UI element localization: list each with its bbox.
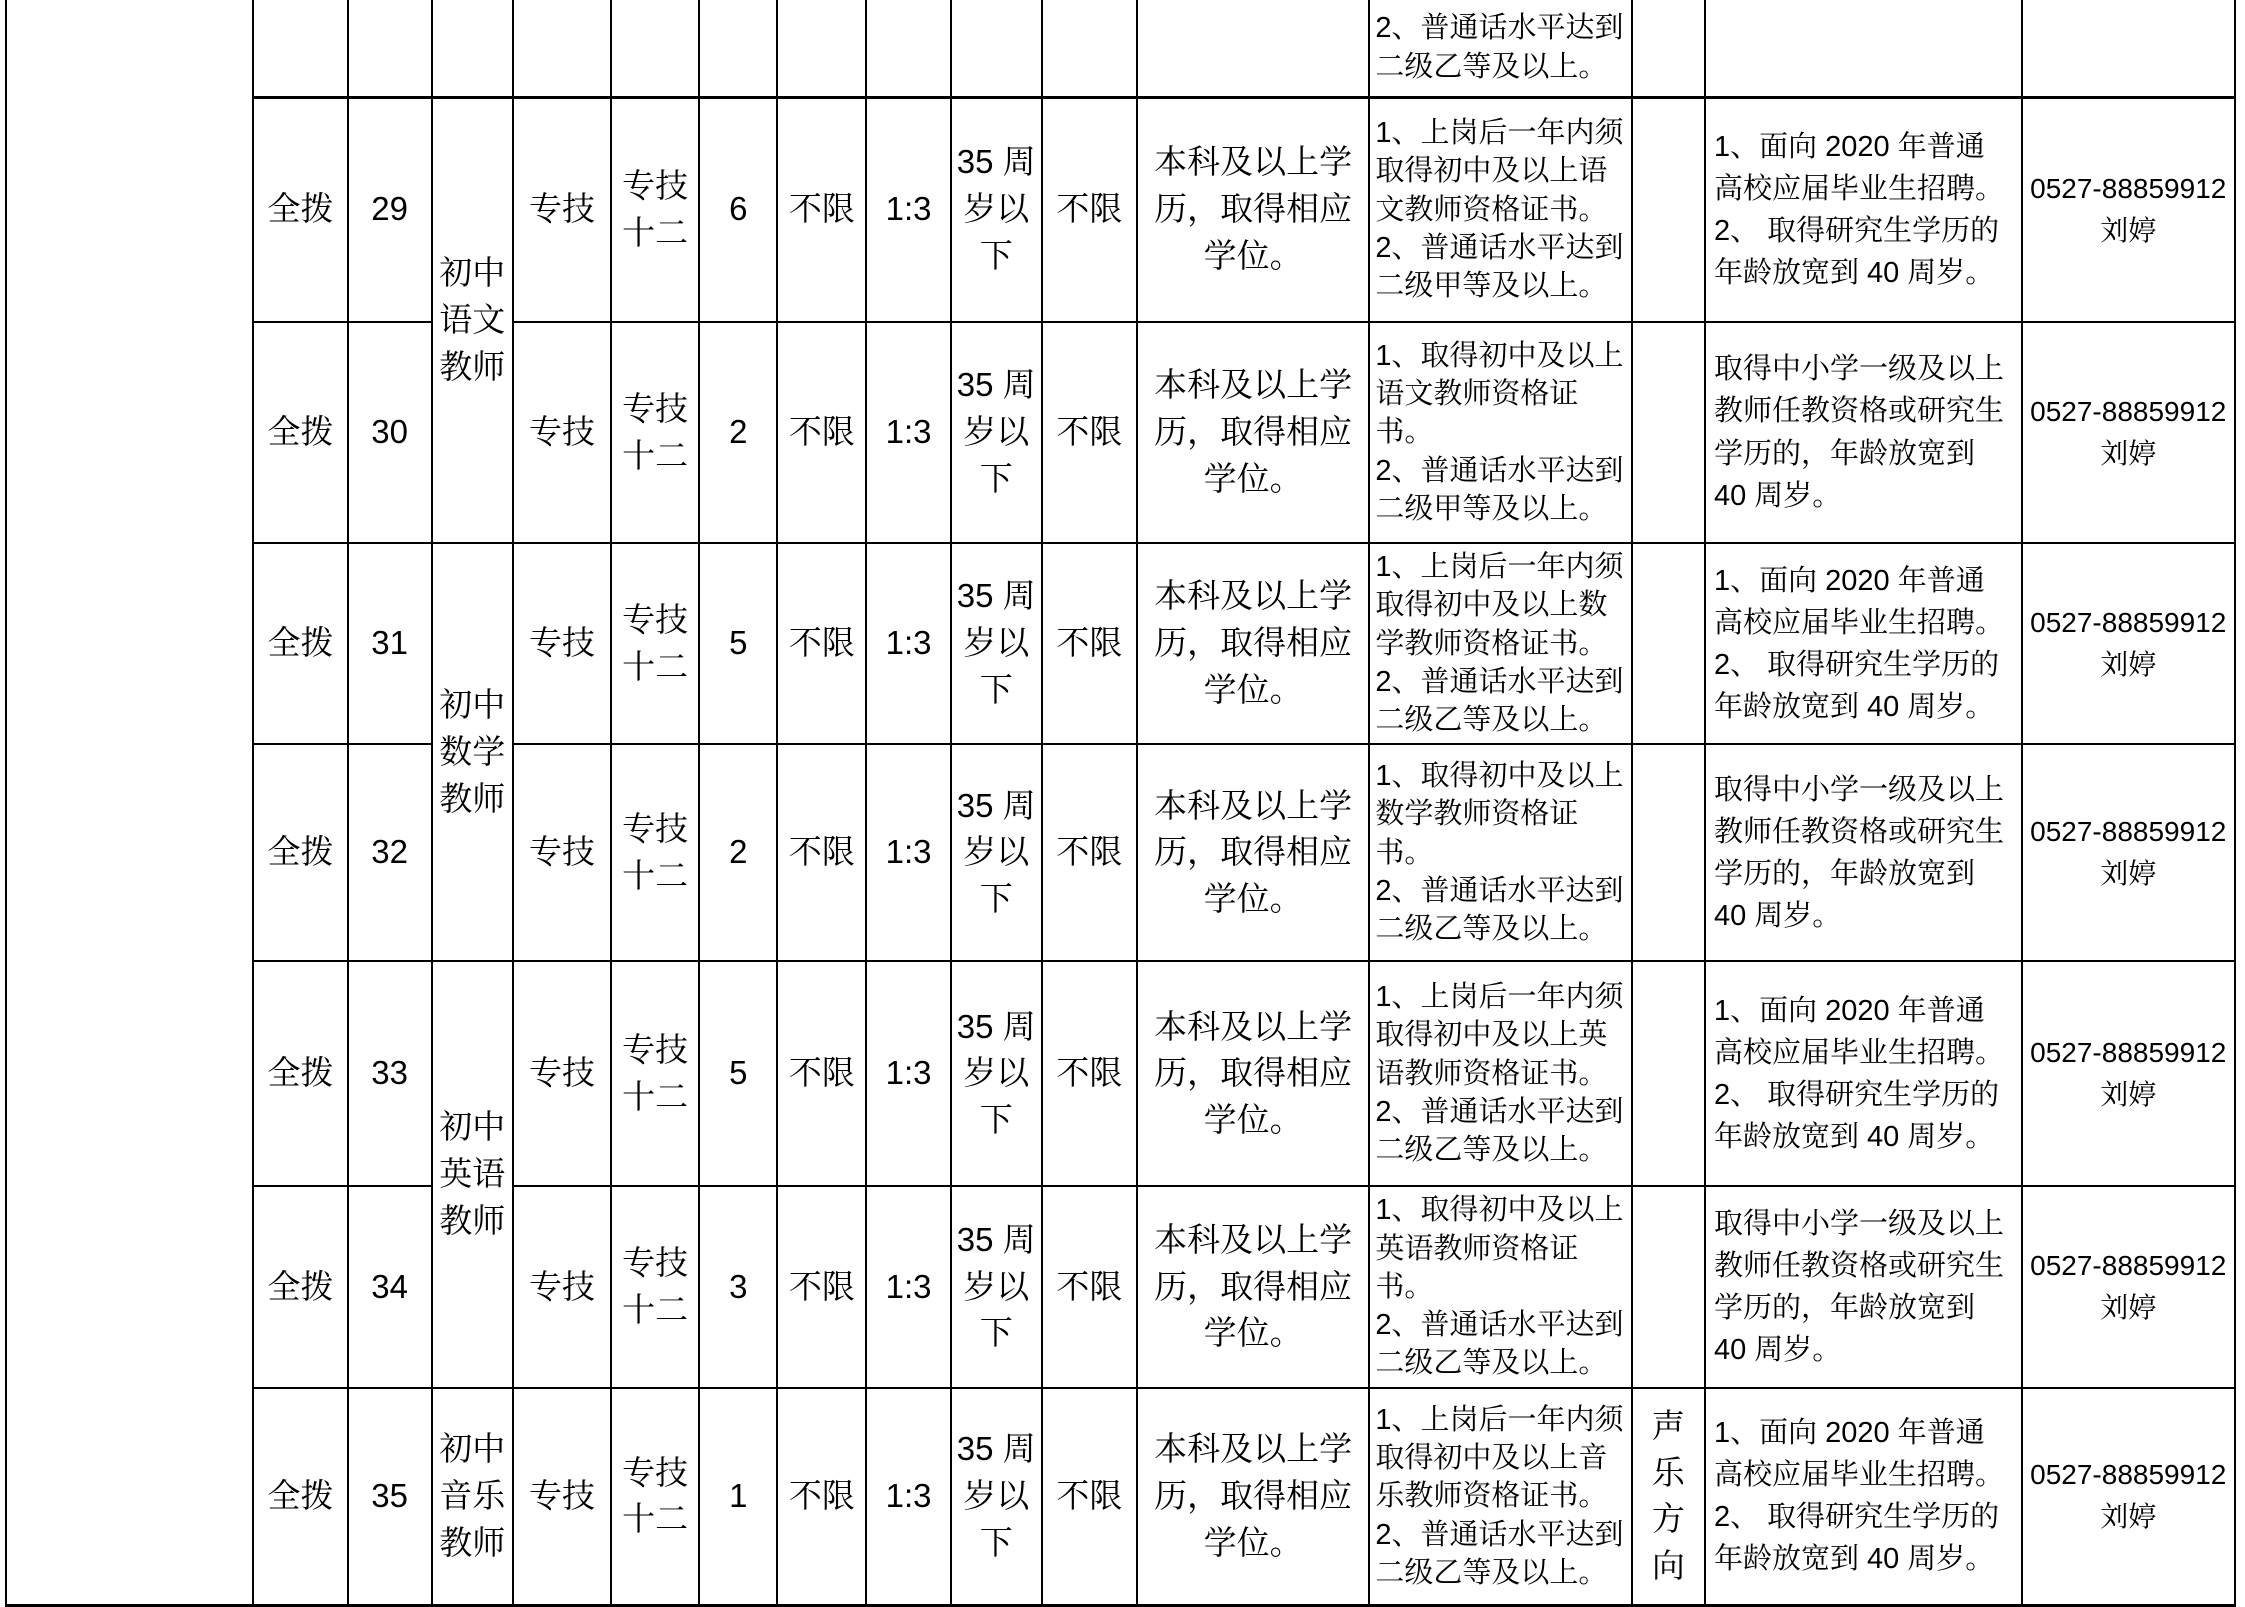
cell-household-31: 不限 <box>1042 543 1137 744</box>
cell-qualification-30 <box>1369 322 1631 543</box>
cell-notes-carryover <box>1705 0 2022 97</box>
cell-contact-32 <box>2022 744 2236 961</box>
cell-major-32: 不限 <box>777 744 866 961</box>
cell-rank-carryover <box>513 0 611 97</box>
cell-qualification-33 <box>1369 961 1631 1186</box>
cell-no-32: 32 <box>348 744 432 961</box>
cell-funding-carryover <box>253 0 347 97</box>
cell-notes-32 <box>1705 744 2022 961</box>
notes-item: 取得中小学一级及以上教师任教资格或研究生学历的，年龄放宽到 40 周岁。 <box>1713 1207 2004 1367</box>
cell-direction-29 <box>1632 97 1705 322</box>
qualification-item: 1、上岗后一年内须取得初中及以上英语教师资格证书。 <box>1375 981 1624 1090</box>
notes-item: 2、 取得研究生学历的年龄放宽到 40 周岁。 <box>1713 214 2000 289</box>
cell-education-33: 本科及以上学历，取得相应学位。 <box>1137 961 1369 1186</box>
cell-rank-35: 专技 <box>513 1388 611 1606</box>
cell-position-35: 初中音乐教师 <box>432 1388 513 1606</box>
table-row-31 <box>6 543 2235 744</box>
cell-ratio-34: 1:3 <box>866 1186 950 1387</box>
cell-qualification-31 <box>1369 543 1631 744</box>
cell-no-33: 33 <box>348 961 432 1186</box>
cell-education-34: 本科及以上学历，取得相应学位。 <box>1137 1186 1369 1387</box>
qualification-item: 1、取得初中及以上英语教师资格证书。 <box>1375 1194 1624 1303</box>
cell-age-30: 35 周岁以下 <box>951 322 1042 543</box>
cell-funding-31: 全拨 <box>253 543 347 744</box>
cell-education-31: 本科及以上学历，取得相应学位。 <box>1137 543 1369 744</box>
cell-notes-33 <box>1705 961 2022 1186</box>
contact-phone: 0527-88859912 <box>2030 395 2227 427</box>
cell-direction-30 <box>1632 322 1705 543</box>
cell-age-29: 35 周岁以下 <box>951 97 1042 322</box>
cell-position-33-34: 初中英语教师 <box>432 961 513 1387</box>
cell-ratio-29: 1:3 <box>866 97 950 322</box>
cell-qualification-32 <box>1369 744 1631 961</box>
cell-age-33: 35 周岁以下 <box>951 961 1042 1186</box>
cell-direction-32 <box>1632 744 1705 961</box>
cell-level-35: 专技十二 <box>611 1388 699 1606</box>
notes-item: 1、面向 2020 年普通高校应届毕业生招聘。 <box>1713 564 2004 639</box>
cell-direction-31 <box>1632 543 1705 744</box>
cell-qualification-carryover <box>1369 0 1631 97</box>
cell-rank-34: 专技 <box>513 1186 611 1387</box>
qualification-text: 2、普通话水平达到二级乙等及以上。 <box>1375 12 1624 83</box>
cell-household-34: 不限 <box>1042 1186 1137 1387</box>
cell-level-32: 专技十二 <box>611 744 699 961</box>
cell-openings-30: 2 <box>699 322 777 543</box>
cell-level-30: 专技十二 <box>611 322 699 543</box>
cell-contact-30 <box>2022 322 2236 543</box>
cell-education-35: 本科及以上学历，取得相应学位。 <box>1137 1388 1369 1606</box>
contact-phone: 0527-88859912 <box>2030 606 2227 638</box>
cell-ratio-30: 1:3 <box>866 322 950 543</box>
cell-age-32: 35 周岁以下 <box>951 744 1042 961</box>
contact-phone: 0527-88859912 <box>2030 815 2227 847</box>
cell-contact-33 <box>2022 961 2236 1186</box>
table-row-32 <box>6 744 2235 961</box>
contact-phone: 0527-88859912 <box>2030 172 2227 204</box>
contact-name: 刘婷 <box>2100 1078 2157 1110</box>
qualification-item: 1、上岗后一年内须取得初中及以上数学教师资格证书。 <box>1375 551 1624 660</box>
cell-level-carryover <box>611 0 699 97</box>
cell-major-29: 不限 <box>777 97 866 322</box>
qualification-item: 2、普通话水平达到二级乙等及以上。 <box>1375 665 1624 737</box>
table-row-35 <box>6 1388 2235 1606</box>
cell-ratio-33: 1:3 <box>866 961 950 1186</box>
qualification-item: 1、取得初中及以上数学教师资格证书。 <box>1375 760 1624 869</box>
qualification-item: 1、上岗后一年内须取得初中及以上音乐教师资格证书。 <box>1375 1403 1624 1513</box>
cell-notes-35 <box>1705 1388 2022 1606</box>
cell-contact-35 <box>2022 1388 2236 1606</box>
cell-funding-33: 全拨 <box>253 961 347 1186</box>
contact-name: 刘婷 <box>2100 1291 2157 1323</box>
cell-household-33: 不限 <box>1042 961 1137 1186</box>
contact-name: 刘婷 <box>2100 648 2157 680</box>
cell-age-carryover <box>951 0 1042 97</box>
qualification-item: 1、取得初中及以上语文教师资格证书。 <box>1375 339 1624 449</box>
cell-major-33: 不限 <box>777 961 866 1186</box>
cell-rank-30: 专技 <box>513 322 611 543</box>
cell-rank-33: 专技 <box>513 961 611 1186</box>
cell-openings-32: 2 <box>699 744 777 961</box>
cell-funding-34: 全拨 <box>253 1186 347 1387</box>
cell-openings-29: 6 <box>699 97 777 322</box>
contact-phone: 0527-88859912 <box>2030 1036 2227 1068</box>
contact-name: 刘婷 <box>2100 437 2157 469</box>
cell-openings-33: 5 <box>699 961 777 1186</box>
cell-contact-carryover <box>2022 0 2236 97</box>
qualification-item: 2、普通话水平达到二级甲等及以上。 <box>1375 454 1624 525</box>
cell-major-30: 不限 <box>777 322 866 543</box>
cell-no-29: 29 <box>348 97 432 322</box>
cell-household-30: 不限 <box>1042 322 1137 543</box>
notes-item: 取得中小学一级及以上教师任教资格或研究生学历的，年龄放宽到 40 周岁。 <box>1713 773 2004 932</box>
cell-funding-29: 全拨 <box>253 97 347 322</box>
notes-item: 取得中小学一级及以上教师任教资格或研究生学历的，年龄放宽到 40 周岁。 <box>1713 353 2004 512</box>
table-row-30 <box>6 322 2235 543</box>
table-row-33 <box>6 961 2235 1186</box>
qualification-item: 1、上岗后一年内须取得初中及以上语文教师资格证书。 <box>1375 117 1624 226</box>
qualification-item: 2、普通话水平达到二级乙等及以上。 <box>1375 1518 1624 1589</box>
cell-ratio-carryover <box>866 0 950 97</box>
cell-rank-29: 专技 <box>513 97 611 322</box>
cell-qualification-29 <box>1369 97 1631 322</box>
cell-qualification-34 <box>1369 1186 1631 1387</box>
cell-household-32: 不限 <box>1042 744 1137 961</box>
cell-household-35: 不限 <box>1042 1388 1137 1606</box>
cell-household-carryover <box>1042 0 1137 97</box>
contact-name: 刘婷 <box>2100 1501 2157 1533</box>
cell-contact-31 <box>2022 543 2236 744</box>
notes-item: 2、 取得研究生学历的年龄放宽到 40 周岁。 <box>1713 648 2000 723</box>
cell-unit-column-empty <box>6 0 253 1606</box>
cell-no-31: 31 <box>348 543 432 744</box>
cell-education-carryover <box>1137 0 1369 97</box>
cell-major-34: 不限 <box>777 1186 866 1387</box>
notes-item: 2、 取得研究生学历的年龄放宽到 40 周岁。 <box>1713 1078 2000 1153</box>
cell-position-29-30: 初中语文教师 <box>432 97 513 543</box>
cell-notes-29 <box>1705 97 2022 322</box>
cell-qualification-35 <box>1369 1388 1631 1606</box>
qualification-item: 2、普通话水平达到二级乙等及以上。 <box>1375 874 1624 946</box>
cell-funding-30: 全拨 <box>253 322 347 543</box>
cell-level-29: 专技十二 <box>611 97 699 322</box>
cell-direction-35: 声乐方向 <box>1632 1388 1705 1606</box>
cell-age-35: 35 周岁以下 <box>951 1388 1042 1606</box>
cell-openings-carryover <box>699 0 777 97</box>
cell-no-30: 30 <box>348 322 432 543</box>
table-row-carryover <box>6 0 2235 97</box>
cell-openings-31: 5 <box>699 543 777 744</box>
cell-notes-30 <box>1705 322 2022 543</box>
cell-position-31-32: 初中数学教师 <box>432 543 513 961</box>
cell-no-35: 35 <box>348 1388 432 1606</box>
cell-education-30: 本科及以上学历，取得相应学位。 <box>1137 322 1369 543</box>
cell-position-carryover <box>432 0 513 97</box>
contact-phone: 0527-88859912 <box>2030 1249 2227 1281</box>
cell-education-32: 本科及以上学历，取得相应学位。 <box>1137 744 1369 961</box>
table-row-34 <box>6 1186 2235 1387</box>
cell-no-carryover <box>348 0 432 97</box>
notes-item: 1、面向 2020 年普通高校应届毕业生招聘。 <box>1713 130 2004 205</box>
cell-openings-34: 3 <box>699 1186 777 1387</box>
cell-contact-34 <box>2022 1186 2236 1387</box>
cell-direction-carryover <box>1632 0 1705 97</box>
cell-level-34: 专技十二 <box>611 1186 699 1387</box>
contact-name: 刘婷 <box>2100 214 2157 246</box>
cell-ratio-35: 1:3 <box>866 1388 950 1606</box>
cell-no-34: 34 <box>348 1186 432 1387</box>
notes-item: 1、面向 2020 年普通高校应届毕业生招聘。 <box>1713 994 2004 1069</box>
cell-age-31: 35 周岁以下 <box>951 543 1042 744</box>
cell-major-31: 不限 <box>777 543 866 744</box>
contact-name: 刘婷 <box>2100 857 2157 889</box>
cell-funding-32: 全拨 <box>253 744 347 961</box>
qualification-item: 2、普通话水平达到二级甲等及以上。 <box>1375 231 1624 303</box>
cell-rank-31: 专技 <box>513 543 611 744</box>
cell-age-34: 35 周岁以下 <box>951 1186 1042 1387</box>
contact-phone: 0527-88859912 <box>2030 1459 2227 1491</box>
qualification-item: 2、普通话水平达到二级乙等及以上。 <box>1375 1095 1624 1167</box>
recruitment-table <box>5 0 2236 1607</box>
notes-item: 1、面向 2020 年普通高校应届毕业生招聘。 <box>1713 1417 2004 1492</box>
cell-level-31: 专技十二 <box>611 543 699 744</box>
notes-item: 2、 取得研究生学历的年龄放宽到 40 周岁。 <box>1713 1501 2000 1576</box>
cell-major-35: 不限 <box>777 1388 866 1606</box>
cell-direction-33 <box>1632 961 1705 1186</box>
table-row-29 <box>6 97 2235 322</box>
cell-ratio-31: 1:3 <box>866 543 950 744</box>
cell-rank-32: 专技 <box>513 744 611 961</box>
cell-direction-34 <box>1632 1186 1705 1387</box>
cell-funding-35: 全拨 <box>253 1388 347 1606</box>
cell-ratio-32: 1:3 <box>866 744 950 961</box>
cell-level-33: 专技十二 <box>611 961 699 1186</box>
cell-major-carryover <box>777 0 866 97</box>
cell-household-29: 不限 <box>1042 97 1137 322</box>
cell-contact-29 <box>2022 97 2236 322</box>
qualification-item: 2、普通话水平达到二级乙等及以上。 <box>1375 1309 1624 1380</box>
cell-notes-31 <box>1705 543 2022 744</box>
cell-education-29: 本科及以上学历，取得相应学位。 <box>1137 97 1369 322</box>
cell-openings-35: 1 <box>699 1388 777 1606</box>
cell-notes-34 <box>1705 1186 2022 1387</box>
